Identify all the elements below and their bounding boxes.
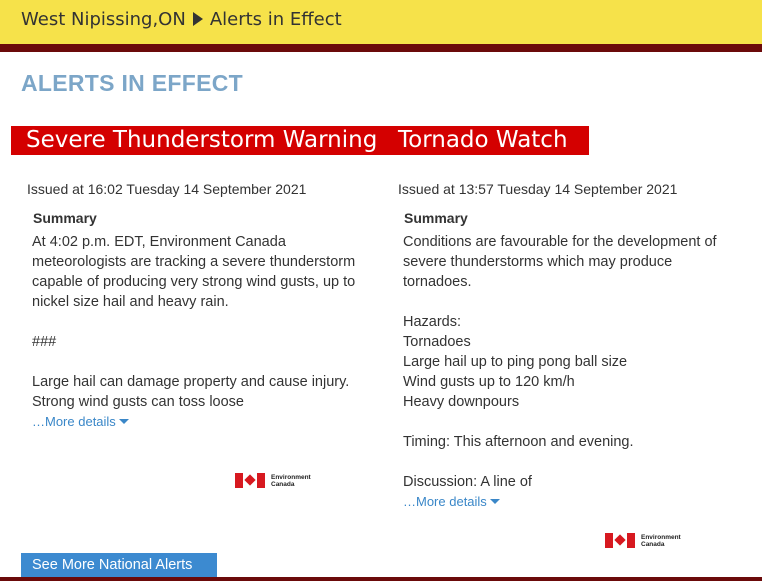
alert-issued-time: Issued at 13:57 Tuesday 14 September 2021: [398, 181, 678, 197]
canada-flag-icon: [605, 533, 635, 548]
header-divider: [0, 44, 762, 52]
alert-summary-text: Conditions are favourable for the development of severe thunderstorms which may produce tornadoes. Hazards: Tornadoes Large hail up to ping pong ball size Wind gusts up to 120 km/h Heavy downpours Timing: This afternoon and evening. Discussion: A line of: [403, 234, 717, 490]
breadcrumb-current: Alerts in Effect: [209, 9, 342, 30]
more-details-link[interactable]: [27, 414, 367, 429]
more-details-ellipsis: …: [403, 494, 416, 509]
more-details-label[interactable]: More details: [416, 494, 487, 509]
summary-heading: Summary: [404, 210, 468, 226]
logo-line-1: Environment: [271, 473, 311, 481]
more-details-link[interactable]: [398, 494, 738, 509]
alert-column-tornado: [398, 181, 738, 509]
environment-canada-logo: [605, 533, 681, 548]
canada-flag-icon: [235, 473, 265, 488]
more-details-ellipsis: …: [32, 414, 45, 429]
environment-canada-logo: [235, 473, 311, 488]
breadcrumb-arrow-icon: [193, 12, 203, 26]
see-more-alerts-button[interactable]: See More National Alerts: [21, 553, 217, 579]
alert-titles-banner: [11, 126, 589, 155]
summary-heading: Summary: [33, 210, 97, 226]
chevron-down-icon[interactable]: [119, 419, 129, 424]
alert-issued-time: Issued at 16:02 Tuesday 14 September 2021: [27, 181, 307, 197]
logo-line-1: Environment: [641, 533, 681, 541]
footer-divider: [0, 577, 762, 581]
page-title: ALERTS IN EFFECT: [21, 70, 244, 96]
breadcrumb-location[interactable]: West Nipissing,ON: [21, 9, 186, 30]
logo-line-2: Canada: [271, 480, 295, 488]
more-details-label[interactable]: More details: [45, 414, 116, 429]
alert-title-thunderstorm: Severe Thunderstorm Warning: [26, 127, 378, 153]
logo-line-2: Canada: [641, 540, 665, 548]
alert-column-thunderstorm: [27, 181, 367, 429]
alert-summary-text: At 4:02 p.m. EDT, Environment Canada meteorologists are tracking a severe thunderstorm capable of producing very strong wind gusts, up to nickel size hail and heavy rain. ### Large hail can damage property and cause injury. Strong wind gusts can toss loose: [32, 234, 356, 410]
chevron-down-icon[interactable]: [490, 499, 500, 504]
breadcrumb: [21, 9, 342, 30]
header-bar: [0, 0, 762, 44]
alert-title-tornado: Tornado Watch: [398, 127, 568, 153]
